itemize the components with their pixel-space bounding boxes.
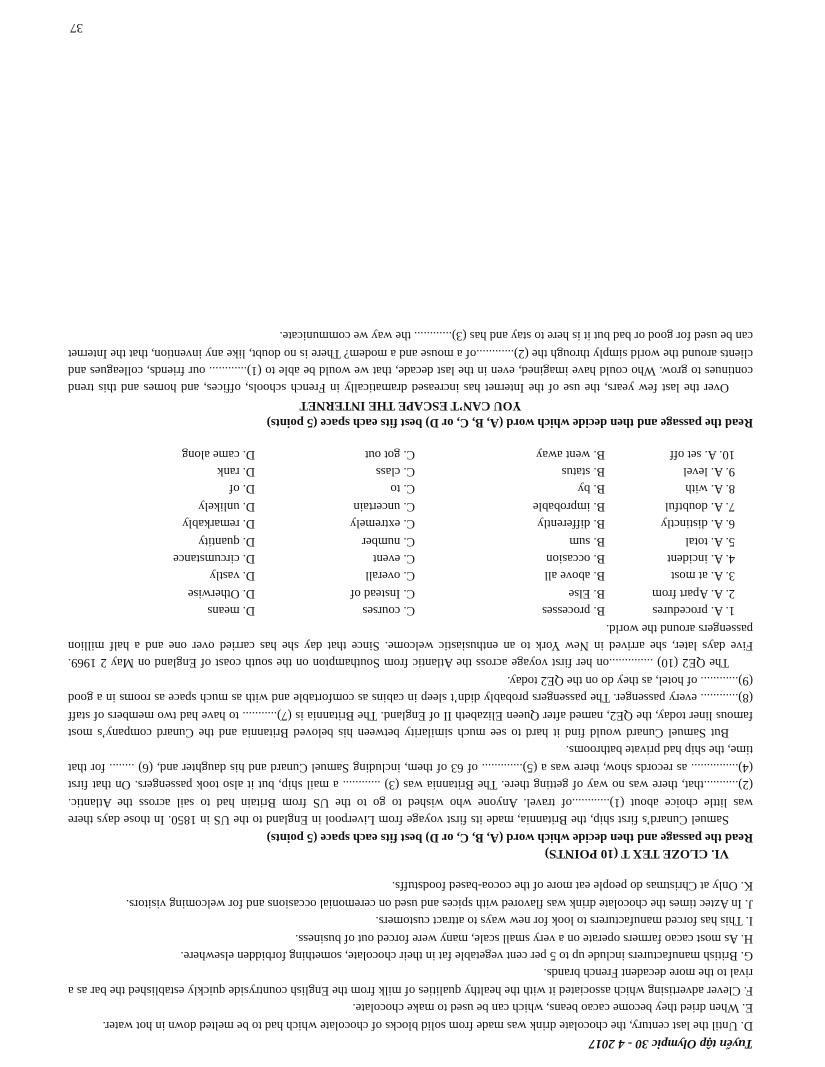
option-cell: D. vastly	[209, 569, 255, 584]
option-row	[50, 567, 735, 584]
option-cell: B. went away	[536, 447, 605, 462]
option-cell: B. status	[561, 465, 605, 479]
option-cell: C. event	[373, 552, 415, 567]
option-cell: D. Otherwise	[187, 586, 255, 601]
cloze-instruction-2: Read the passage and then decide which word (A, B, C, or D) best fits each space (5 points)	[266, 416, 753, 431]
passage-2-title: YOU CAN’T ESCAPE THE INTERNET	[299, 398, 522, 413]
page-number: 37	[70, 21, 83, 37]
option-cell: 4. A. incident	[667, 552, 735, 567]
option-cell: 8. A. with	[685, 482, 735, 497]
option-cell: C. number	[361, 534, 415, 549]
option-row	[50, 497, 735, 514]
option-cell: B. improbable	[532, 499, 605, 514]
option-row	[50, 532, 735, 549]
answer-options-table	[50, 445, 735, 619]
cloze-passage-2: Over the last few years, the use of the Internet has increased dramatically in French schools, offices, and homes and this trend continues to grow. Who could have imagined, even in the last decade, that we would be able to (1)............ our friends, colleagues and clients around the world simply through the (2)............of a mouse and a modem? There is no doubt, like any invention, that the Internet can be used for good or bad but it is here to stay and has (3)............ the way we communicate.	[68, 329, 753, 396]
option-h: H. As most cacao farmers operate on a very small scale, many were forced out of business.	[295, 931, 753, 946]
option-row	[50, 515, 735, 532]
option-cell: D. of	[229, 482, 255, 497]
option-cell: B. sum	[569, 534, 605, 549]
option-cell: B. differently	[537, 517, 605, 532]
option-row	[50, 550, 735, 567]
option-cell: C. got out	[364, 447, 415, 462]
option-cell: 7. A. doubtful	[665, 499, 735, 514]
option-row	[50, 602, 735, 619]
option-i: I. This has forced manufacturers to look for new ways to attract customers.	[375, 914, 753, 929]
option-d: D. Until the last century, the chocolate drink was made from solid blocks of chocolate which had to be melted down in hot water.	[102, 1018, 753, 1033]
option-cell: D. rank	[217, 465, 255, 479]
option-cell: B. processes	[542, 604, 605, 619]
option-cell: C. to	[390, 482, 415, 497]
option-cell: 6. A. distinctly	[660, 517, 735, 532]
cloze-instruction-1: Read the passage and then decide which word (A, B, C, or D) best fits each space (5 points)	[266, 830, 753, 845]
option-cell: 2. A. Apart from	[652, 586, 735, 601]
option-cell: 3. A. at most	[670, 569, 735, 584]
option-row	[50, 445, 735, 462]
option-j: J. In Aztec times the chocolate drink was flavored with spices and used on ceremonial occasions and for welcoming visitors.	[125, 896, 753, 911]
option-cell: B. above all	[544, 569, 605, 584]
option-cell: C. extremely	[349, 517, 415, 532]
cloze-paragraph-1: Samuel Cunard’s first ship, the Britannia, made its first voyage from Liverpool in England to the US in 1850. In those days there was little choice about (1)............of travel. Anyone who wished to go to the US from Britain had to sail across the Atlantic. (2)...........that, there was no way of getting there. The Britannia was (3) ............ a mail ship, but it also took passengers. On that first (4)............... as records show, there was a (5)............. of 63 of them, including Samuel Cunard and his daughter and, (6) ........ for that time, the ship had private bathrooms.	[68, 743, 753, 828]
option-cell: C. courses	[362, 604, 415, 619]
option-cell: B. occasion	[546, 552, 605, 567]
option-k: K. Only at Christmas do people eat more of the cocoa-based foodstuffs.	[391, 879, 753, 894]
option-e: E. When dried they become cacao beans, which can be used to make chocolate.	[352, 1001, 753, 1016]
option-cell: B. Else	[568, 586, 605, 601]
option-row	[50, 584, 735, 601]
page-header: Tuyển tập Olympic 30 - 4 2017	[588, 1037, 753, 1052]
option-cell: B. by	[577, 482, 605, 497]
option-cell: 1. A. procedures	[652, 604, 735, 619]
cloze-paragraph-3: The QE2 (10) ..............on her first voyage across the Atlantic from Southampton on the south coast of England on May 2 1969. Five days later, she arrived in New York to an enthusiastic welcome. Since that day she has carried over one and a half million passengers around the world.	[68, 621, 753, 671]
section-title: VI. CLOZE TEX T (10 POINTS)	[544, 846, 729, 862]
option-cell: 10. A. set off	[669, 447, 735, 462]
option-cell: 5. A. total	[685, 534, 735, 549]
cloze-paragraph-2: But Samuel Cunard would find it hard to see much similarity between his beloved Britannia and the Cunard company’s most famous liner today, the QE2, named after Queen Elizabeth II of England. The Britannia is (7)........... to have had two members of staff (8)............ every passenger. The passengers probably didn’t sleep in cabins as comfortable and with as much space as rooms in a good (9)............ of hotel, as they do on the QE2 today.	[68, 673, 753, 741]
option-cell: 9. A. level	[683, 465, 735, 479]
option-cell: D. remarkably	[182, 517, 255, 532]
option-cell: D. came along	[181, 447, 255, 462]
option-cell: D. quantity	[198, 534, 255, 549]
option-cell: C. class	[375, 465, 415, 479]
option-cell: D. means	[207, 604, 255, 619]
option-cell: D. unlikely	[198, 499, 255, 514]
option-g: G. British manufacturers include up to 5 per cent vegetable fat in their chocolate, something forbidden elsewhere.	[180, 948, 753, 963]
option-row	[50, 463, 735, 480]
option-row	[50, 480, 735, 497]
option-cell: D. circumstance	[173, 552, 255, 567]
option-cell: C. overall	[365, 569, 415, 584]
option-cell: C. Instead of	[350, 586, 415, 601]
option-cell: C. uncertain	[353, 499, 415, 514]
gapped-text-options	[68, 877, 753, 1034]
option-f: F. Clever advertising which associated it with the healthy qualities of milk from the English countryside quickly established the bar as a rival to the more decadent French brands.	[68, 966, 753, 998]
